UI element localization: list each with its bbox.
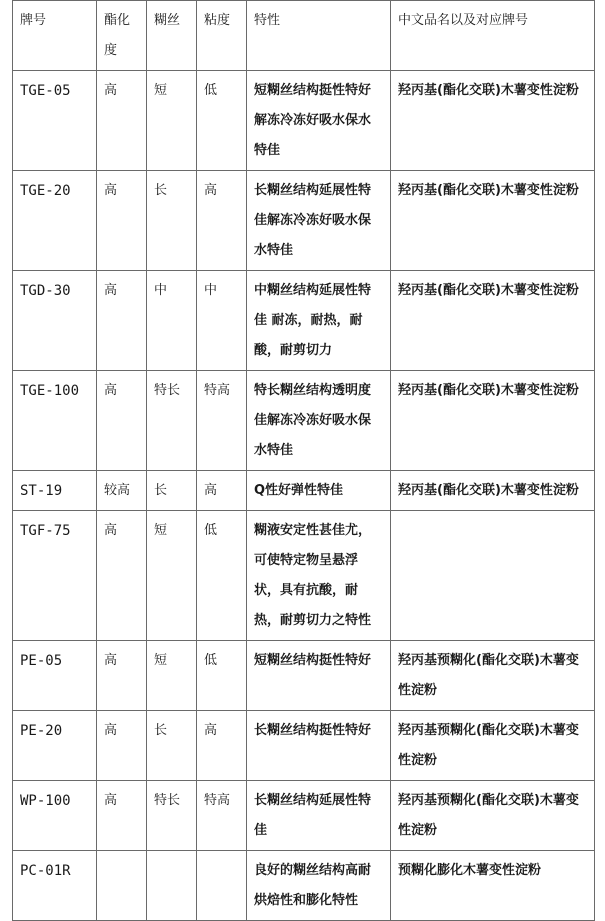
cell-feature: Q性好弹性特佳 xyxy=(247,471,391,511)
cell-feature: 长糊丝结构延展性特佳 xyxy=(247,781,391,851)
cell-product-name: 羟丙基(酯化交联)木薯变性淀粉 xyxy=(391,171,595,271)
cell-paste: 特长 xyxy=(147,781,197,851)
cell-product-name: 羟丙基(酯化交联)木薯变性淀粉 xyxy=(391,371,595,471)
cell-product-name: 羟丙基(酯化交联)木薯变性淀粉 xyxy=(391,271,595,371)
cell-viscosity: 高 xyxy=(197,471,247,511)
cell-product-name: 羟丙基(酯化交联)木薯变性淀粉 xyxy=(391,71,595,171)
cell-viscosity: 低 xyxy=(197,511,247,641)
cell-feature: 长糊丝结构延展性特佳解冻冷冻好吸水保水特佳 xyxy=(247,171,391,271)
cell-esterification: 较高 xyxy=(97,471,147,511)
header-product-name: 中文品名以及对应牌号 xyxy=(391,1,595,71)
table-row xyxy=(13,851,595,921)
header-feature: 特性 xyxy=(247,1,391,71)
cell-paste: 中 xyxy=(147,271,197,371)
cell-esterification: 高 xyxy=(97,271,147,371)
cell-esterification: 高 xyxy=(97,371,147,471)
cell-product-name: 羟丙基预糊化(酯化交联)木薯变性淀粉 xyxy=(391,641,595,711)
cell-code: PE-05 xyxy=(13,641,97,711)
header-esterification: 酯化度 xyxy=(97,1,147,71)
cell-viscosity: 特高 xyxy=(197,371,247,471)
cell-esterification: 高 xyxy=(97,711,147,781)
cell-esterification: 高 xyxy=(97,781,147,851)
cell-code: PE-20 xyxy=(13,711,97,781)
cell-esterification: 高 xyxy=(97,641,147,711)
cell-paste: 长 xyxy=(147,471,197,511)
cell-viscosity: 特高 xyxy=(197,781,247,851)
cell-feature: 短糊丝结构挺性特好 xyxy=(247,641,391,711)
cell-product-name: 羟丙基预糊化(酯化交联)木薯变性淀粉 xyxy=(391,711,595,781)
cell-product-name: 羟丙基预糊化(酯化交联)木薯变性淀粉 xyxy=(391,781,595,851)
table-row xyxy=(13,511,595,641)
table-row xyxy=(13,71,595,171)
cell-viscosity: 高 xyxy=(197,171,247,271)
cell-feature: 长糊丝结构挺性特好 xyxy=(247,711,391,781)
cell-code: TGE-100 xyxy=(13,371,97,471)
cell-paste: 短 xyxy=(147,511,197,641)
cell-product-name: 预糊化膨化木薯变性淀粉 xyxy=(391,851,595,921)
table-row xyxy=(13,471,595,511)
cell-code: TGE-05 xyxy=(13,71,97,171)
cell-code: TGD-30 xyxy=(13,271,97,371)
cell-feature: 糊液安定性甚佳尤，可使特定物呈悬浮状，具有抗酸，耐热，耐剪切力之特性 xyxy=(247,511,391,641)
cell-feature: 良好的糊丝结构高耐烘焙性和膨化特性 xyxy=(247,851,391,921)
cell-product-name xyxy=(391,511,595,641)
cell-code: TGE-20 xyxy=(13,171,97,271)
cell-product-name: 羟丙基(酯化交联)木薯变性淀粉 xyxy=(391,471,595,511)
cell-paste: 特长 xyxy=(147,371,197,471)
cell-feature: 特长糊丝结构透明度佳解冻冷冻好吸水保水特佳 xyxy=(247,371,391,471)
cell-esterification xyxy=(97,851,147,921)
table-row xyxy=(13,711,595,781)
cell-esterification: 高 xyxy=(97,511,147,641)
cell-esterification: 高 xyxy=(97,71,147,171)
header-paste: 糊丝 xyxy=(147,1,197,71)
cell-feature: 中糊丝结构延展性特佳 耐冻，耐热，耐酸，耐剪切力 xyxy=(247,271,391,371)
cell-paste xyxy=(147,851,197,921)
cell-paste: 短 xyxy=(147,71,197,171)
header-viscosity: 粘度 xyxy=(197,1,247,71)
cell-paste: 短 xyxy=(147,641,197,711)
cell-viscosity: 高 xyxy=(197,711,247,781)
table-row xyxy=(13,641,595,711)
cell-viscosity: 中 xyxy=(197,271,247,371)
table-row xyxy=(13,781,595,851)
cell-feature: 短糊丝结构挺性特好解冻冷冻好吸水保水特佳 xyxy=(247,71,391,171)
cell-code: PC-01R xyxy=(13,851,97,921)
header-row xyxy=(13,1,595,71)
cell-code: ST-19 xyxy=(13,471,97,511)
cell-code: TGF-75 xyxy=(13,511,97,641)
table-row xyxy=(13,271,595,371)
cell-paste: 长 xyxy=(147,711,197,781)
cell-code: WP-100 xyxy=(13,781,97,851)
header-code: 牌号 xyxy=(13,1,97,71)
cell-esterification: 高 xyxy=(97,171,147,271)
table-row xyxy=(13,371,595,471)
table-row xyxy=(13,171,595,271)
cell-viscosity: 低 xyxy=(197,71,247,171)
cell-viscosity xyxy=(197,851,247,921)
cell-paste: 长 xyxy=(147,171,197,271)
product-spec-table xyxy=(12,0,595,921)
cell-viscosity: 低 xyxy=(197,641,247,711)
